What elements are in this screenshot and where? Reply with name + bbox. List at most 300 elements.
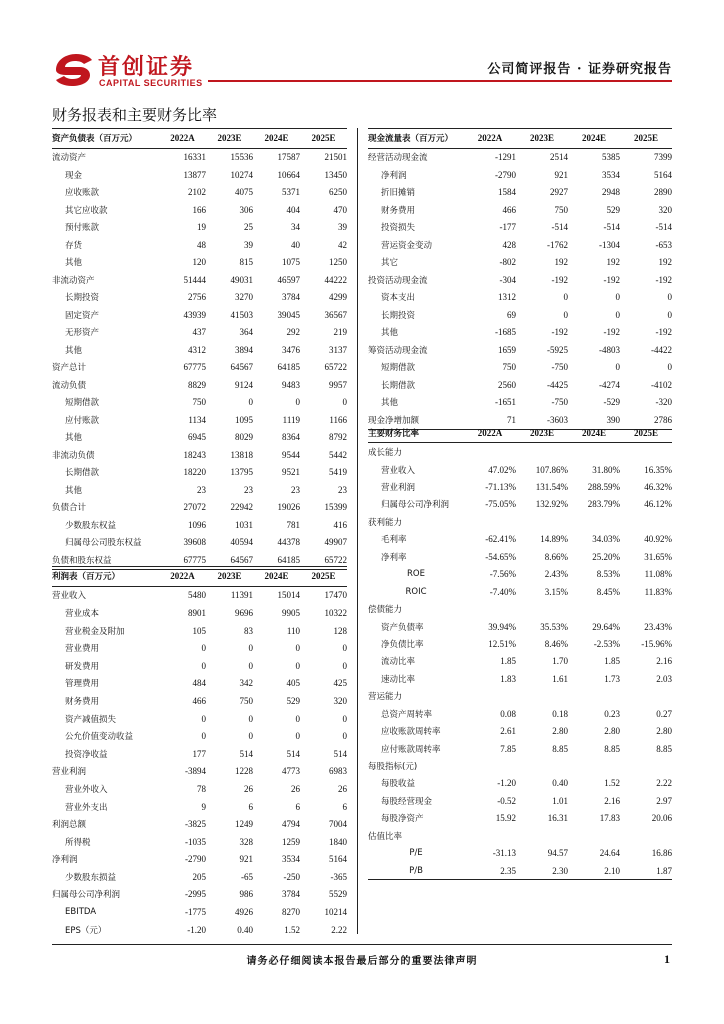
- cell-value: -304: [499, 274, 516, 285]
- cell-value: 428: [502, 239, 516, 250]
- cell-value: 5164: [654, 169, 672, 180]
- cell-value: 0: [248, 713, 253, 724]
- cell-value: 0.08: [500, 708, 516, 719]
- cell-value: 10322: [324, 607, 347, 618]
- table-row: [368, 862, 672, 880]
- cell-value: 26: [244, 783, 253, 794]
- cell-value: 47.02%: [488, 464, 516, 475]
- table-row: [52, 622, 347, 640]
- cell-value: 1.61: [552, 673, 568, 684]
- cell-value: 3476: [282, 344, 300, 355]
- cell-value: 514: [333, 748, 347, 759]
- cell-value: 120: [192, 257, 206, 268]
- cell-value: 40: [291, 239, 300, 250]
- cell-value: -529: [603, 397, 620, 408]
- cell-value: -802: [499, 257, 516, 268]
- cell-value: -1304: [599, 239, 620, 250]
- table-row: [52, 798, 347, 816]
- table-row: [368, 705, 672, 722]
- table-row: [52, 394, 347, 412]
- table-row: [368, 236, 672, 254]
- cell-value: -31.13: [492, 848, 516, 859]
- cell-value: 31.80%: [592, 464, 620, 475]
- cell-value: 39608: [183, 537, 206, 548]
- cell-value: -1291: [495, 152, 516, 163]
- cell-value: -1685: [495, 327, 516, 338]
- table-row: [368, 324, 672, 342]
- row-label: 非流动负债: [52, 450, 95, 461]
- income-statement-table: [52, 566, 347, 938]
- table-row: [52, 289, 347, 307]
- cell-value: 12.51%: [488, 638, 516, 649]
- year-header: 2023E: [217, 133, 242, 144]
- cell-value: 306: [239, 204, 253, 215]
- cell-value: 2560: [498, 379, 516, 390]
- cell-value: 48: [197, 239, 206, 250]
- cell-value: 0: [201, 713, 206, 724]
- cell-value: 1031: [235, 519, 253, 530]
- cell-value: 1584: [498, 187, 516, 198]
- table-row: [52, 675, 347, 693]
- cell-value: 6: [248, 801, 253, 812]
- cell-value: 94.57: [547, 848, 568, 859]
- table-row: [368, 289, 672, 307]
- year-header: 2024E: [581, 428, 606, 439]
- cell-value: 46597: [277, 274, 300, 285]
- cell-value: 1119: [282, 414, 300, 425]
- cell-value: 0: [201, 660, 206, 671]
- table-row: [52, 868, 347, 886]
- cell-value: 0: [295, 713, 300, 724]
- year-header: 2025E: [633, 428, 658, 439]
- cell-value: -1762: [547, 239, 568, 250]
- cell-value: -2790: [495, 169, 516, 180]
- cell-value: 283.79%: [587, 499, 620, 510]
- cell-value: -7.40%: [489, 586, 516, 597]
- year-header: 2025E: [311, 133, 336, 144]
- cell-value: 3270: [235, 292, 253, 303]
- cell-value: 8.85: [552, 743, 568, 754]
- brand-name-en: CAPITAL SECURITIES: [99, 78, 203, 88]
- cell-value: 64567: [230, 554, 253, 565]
- cell-value: 8.53%: [596, 569, 620, 580]
- row-label: 营运能力: [368, 692, 403, 703]
- row-label: EPS（元）: [65, 925, 107, 936]
- row-label: 长期借款: [381, 380, 416, 391]
- cell-value: 5164: [329, 854, 347, 865]
- row-label: 存货: [65, 240, 83, 251]
- cell-value: 1075: [282, 257, 300, 268]
- cell-value: -0.52: [497, 795, 516, 806]
- row-label: 每股经营现金: [381, 796, 433, 807]
- table-row: [52, 306, 347, 324]
- table-row: [52, 184, 347, 202]
- cell-value: 78: [197, 783, 206, 794]
- cell-value: 2.97: [656, 795, 672, 806]
- row-label: 总资产周转率: [381, 709, 433, 720]
- row-label: 短期借款: [381, 363, 416, 374]
- table-header-row: [368, 128, 672, 149]
- cell-value: 364: [239, 327, 253, 338]
- table-row: [52, 886, 347, 904]
- cell-value: 1.73: [604, 673, 620, 684]
- year-header: 2023E: [529, 133, 554, 144]
- table-row: [368, 166, 672, 184]
- table-row: [52, 499, 347, 517]
- cell-value: 9483: [282, 379, 300, 390]
- cell-value: 8364: [282, 432, 300, 443]
- row-label: 其它应收款: [65, 205, 108, 216]
- cell-value: 13450: [324, 169, 347, 180]
- row-label: 投资活动现金流: [368, 275, 428, 286]
- cell-value: 1.85: [500, 656, 516, 667]
- cell-value: 0: [295, 731, 300, 742]
- financial-ratios-table: [368, 424, 672, 880]
- cell-value: 9696: [235, 607, 253, 618]
- cell-value: 19026: [277, 502, 300, 513]
- cell-value: 1095: [235, 414, 253, 425]
- cell-value: 781: [286, 519, 300, 530]
- table-row: [368, 341, 672, 359]
- table-row: [52, 903, 347, 921]
- row-label: 投资净收益: [65, 749, 108, 760]
- cell-value: 4075: [235, 187, 253, 198]
- cell-value: -192: [551, 274, 568, 285]
- cell-value: 514: [286, 748, 300, 759]
- cell-value: 0: [248, 643, 253, 654]
- row-label: 应收账款周转率: [381, 727, 441, 738]
- row-label: 每股收益: [381, 779, 416, 790]
- row-label: 短期借款: [65, 398, 100, 409]
- table-row: [52, 604, 347, 622]
- cell-value: -750: [551, 397, 568, 408]
- table-row: [368, 149, 672, 167]
- cell-value: -3894: [185, 766, 206, 777]
- year-header: 2024E: [581, 133, 606, 144]
- year-header: 2022A: [477, 133, 503, 144]
- cell-value: 4794: [282, 819, 300, 830]
- cell-value: 3784: [282, 292, 300, 303]
- row-label: 营业收入: [381, 465, 416, 476]
- cell-value: 328: [239, 836, 253, 847]
- table-row: [52, 254, 347, 272]
- cell-value: 17470: [324, 590, 347, 601]
- cell-value: 10664: [277, 169, 300, 180]
- cell-value: 404: [286, 204, 300, 215]
- table-row: [52, 745, 347, 763]
- table-row: [52, 411, 347, 429]
- cell-value: 219: [333, 327, 347, 338]
- cell-value: 67775: [183, 362, 206, 373]
- cell-value: 1.83: [500, 673, 516, 684]
- cell-value: 20.06: [651, 813, 672, 824]
- row-label: 成长能力: [368, 448, 403, 459]
- cell-value: 2.10: [604, 865, 620, 876]
- cell-value: -514: [551, 222, 568, 233]
- year-header: 2025E: [311, 571, 336, 582]
- cell-value: 67775: [183, 554, 206, 565]
- table-row: [368, 810, 672, 827]
- table-row: [368, 271, 672, 289]
- row-label: 公允价值变动收益: [65, 732, 134, 743]
- column-divider: [357, 128, 358, 934]
- cell-value: 65722: [324, 362, 347, 373]
- cell-value: 8.66%: [544, 551, 568, 562]
- cell-value: 6: [342, 801, 347, 812]
- row-label: 营业成本: [65, 608, 100, 619]
- table-row: [368, 757, 672, 774]
- cell-value: 25.20%: [592, 551, 620, 562]
- cell-value: 342: [239, 678, 253, 689]
- cell-value: 25: [244, 222, 253, 233]
- cell-value: 0.40: [552, 778, 568, 789]
- cell-value: 23: [338, 484, 347, 495]
- cell-value: 466: [192, 695, 206, 706]
- table-row: [368, 443, 672, 460]
- cell-value: 8.85: [604, 743, 620, 754]
- cell-value: 3894: [235, 344, 253, 355]
- cell-value: 470: [333, 204, 347, 215]
- cell-value: 23: [244, 484, 253, 495]
- cell-value: 105: [192, 625, 206, 636]
- row-label: 营业利润: [381, 483, 416, 494]
- row-label: 财务费用: [65, 696, 100, 707]
- cell-value: 40594: [230, 537, 253, 548]
- cell-value: 1096: [188, 519, 206, 530]
- cell-value: 192: [554, 257, 568, 268]
- row-label: 预付账款: [65, 223, 100, 234]
- row-label: 财务费用: [381, 205, 416, 216]
- table-row: [368, 827, 672, 844]
- cell-value: 83: [244, 625, 253, 636]
- cell-value: 13877: [183, 169, 206, 180]
- cell-value: 39.94%: [488, 621, 516, 632]
- cell-value: 7399: [654, 152, 672, 163]
- cell-value: 0: [342, 660, 347, 671]
- cell-value: 1.70: [552, 656, 568, 667]
- row-label: 长期投资: [65, 293, 100, 304]
- cash-flow-table: [368, 128, 672, 430]
- table-row: [52, 780, 347, 798]
- cell-value: 132.92%: [535, 499, 568, 510]
- table-row: [368, 722, 672, 739]
- cell-value: 65722: [324, 554, 347, 565]
- cell-value: -2790: [185, 854, 206, 865]
- cell-value: 36567: [324, 309, 347, 320]
- cell-value: 29.64%: [592, 621, 620, 632]
- table-row: [368, 583, 672, 600]
- cell-value: 107.86%: [535, 464, 568, 475]
- row-label: 净利率: [381, 552, 407, 563]
- row-label: 负债和股东权益: [52, 555, 112, 566]
- table-row: [52, 657, 347, 675]
- cell-value: 416: [333, 519, 347, 530]
- row-label: 无形资产: [65, 328, 100, 339]
- cell-value: 15.92: [495, 813, 516, 824]
- table-title: 资产负债表（百万元）: [52, 134, 138, 145]
- cell-value: -5925: [547, 344, 568, 355]
- cell-value: -250: [283, 871, 300, 882]
- cell-value: 51444: [183, 274, 206, 285]
- cell-value: 35.53%: [540, 621, 568, 632]
- table-row: [368, 775, 672, 792]
- cell-value: 2.30: [552, 865, 568, 876]
- cell-value: 0: [201, 731, 206, 742]
- cell-value: 4299: [329, 292, 347, 303]
- cell-value: -3603: [547, 414, 568, 425]
- row-label: EBITDA: [65, 907, 97, 918]
- cell-value: 0: [667, 309, 672, 320]
- cell-value: 49907: [324, 537, 347, 548]
- table-row: [368, 600, 672, 617]
- row-label: 其它: [381, 258, 399, 269]
- row-label: 资产减值损失: [65, 714, 117, 725]
- row-label: 应付账款周转率: [381, 744, 441, 755]
- row-label: 负债合计: [52, 503, 87, 514]
- cell-value: 7.85: [500, 743, 516, 754]
- table-row: [52, 219, 347, 237]
- cell-value: 0: [295, 643, 300, 654]
- cell-value: 8829: [188, 379, 206, 390]
- row-label: 营业费用: [65, 644, 100, 655]
- cell-value: 8270: [282, 907, 300, 918]
- cell-value: 815: [239, 257, 253, 268]
- row-label: 获利能力: [368, 517, 403, 528]
- balance-sheet-table: [52, 128, 347, 570]
- cell-value: 1.85: [604, 656, 620, 667]
- cell-value: 13795: [230, 467, 253, 478]
- table-row: [52, 166, 347, 184]
- cell-value: 13818: [230, 449, 253, 460]
- cell-value: -192: [603, 274, 620, 285]
- cell-value: 6945: [188, 432, 206, 443]
- table-row: [52, 727, 347, 745]
- cell-value: 2.22: [331, 924, 347, 935]
- row-label: 营业外支出: [65, 802, 108, 813]
- cell-value: 177: [192, 748, 206, 759]
- table-row: [368, 478, 672, 495]
- table-row: [52, 516, 347, 534]
- row-label: 流动负债: [52, 380, 87, 391]
- cell-value: 2948: [602, 187, 620, 198]
- cell-value: 31.65%: [644, 551, 672, 562]
- cell-value: 11.83%: [644, 586, 672, 597]
- cell-value: 4773: [282, 766, 300, 777]
- cell-value: 110: [286, 625, 300, 636]
- cell-value: 1166: [329, 414, 347, 425]
- brand-name-cn: 首创证券: [98, 55, 195, 80]
- row-label: 营业外收入: [65, 784, 108, 795]
- cell-value: 750: [554, 204, 568, 215]
- row-label: 利润总额: [52, 820, 87, 831]
- row-label: ROIC: [405, 586, 427, 597]
- cell-value: 26: [291, 783, 300, 794]
- cell-value: 15536: [230, 152, 253, 163]
- cell-value: 46.12%: [644, 499, 672, 510]
- table-row: [52, 692, 347, 710]
- cell-value: -192: [551, 327, 568, 338]
- cell-value: 4312: [188, 344, 206, 355]
- cell-value: 0.18: [552, 708, 568, 719]
- cell-value: 986: [239, 889, 253, 900]
- cell-value: -177: [499, 222, 516, 233]
- cell-value: -71.13%: [485, 482, 516, 493]
- table-row: [52, 236, 347, 254]
- cell-value: 23: [291, 484, 300, 495]
- cell-value: 437: [192, 327, 206, 338]
- year-header: 2023E: [217, 571, 242, 582]
- cell-value: 1250: [329, 257, 347, 268]
- table-row: [368, 688, 672, 705]
- cell-value: 750: [192, 397, 206, 408]
- cell-value: 2.80: [656, 726, 672, 737]
- row-label: 管理费用: [65, 679, 100, 690]
- row-label: 其他: [381, 328, 399, 339]
- cell-value: 0: [295, 397, 300, 408]
- cell-value: 2.80: [604, 726, 620, 737]
- cell-value: 18220: [183, 467, 206, 478]
- cell-value: 0: [667, 362, 672, 373]
- row-label: 长期投资: [381, 310, 416, 321]
- cell-value: 22942: [230, 502, 253, 513]
- cell-value: 64185: [277, 362, 300, 373]
- cell-value: 39045: [277, 309, 300, 320]
- row-label: 非流动资产: [52, 275, 95, 286]
- cell-value: 2927: [550, 187, 568, 198]
- table-header-row: [52, 128, 347, 149]
- row-label: 归属母公司净利润: [381, 500, 450, 511]
- cell-value: 131.54%: [535, 482, 568, 493]
- cell-value: 2.43%: [544, 569, 568, 580]
- cell-value: 192: [658, 257, 672, 268]
- year-header: 2024E: [264, 571, 289, 582]
- table-row: [52, 376, 347, 394]
- cell-value: 14.89%: [540, 534, 568, 545]
- capital-securities-logo-icon: [52, 52, 96, 88]
- cell-value: 0: [615, 309, 620, 320]
- row-label: P/E: [409, 848, 423, 859]
- row-label: 速动比率: [381, 674, 416, 685]
- cell-value: -75.05%: [485, 499, 516, 510]
- table-row: [52, 833, 347, 851]
- cell-value: 1312: [498, 292, 516, 303]
- row-label: 资本支出: [381, 293, 416, 304]
- table-row: [368, 254, 672, 272]
- cell-value: 27072: [183, 502, 206, 513]
- table-row: [52, 481, 347, 499]
- cell-value: 7004: [329, 819, 347, 830]
- row-label: 流动比率: [381, 657, 416, 668]
- cell-value: 9905: [282, 607, 300, 618]
- cell-value: 11.08%: [644, 569, 672, 580]
- cell-value: -1035: [185, 836, 206, 847]
- row-label: 毛利率: [381, 535, 407, 546]
- cell-value: 1659: [498, 344, 516, 355]
- table-row: [368, 201, 672, 219]
- table-row: [52, 341, 347, 359]
- cell-value: -653: [655, 239, 672, 250]
- report-type-label: 公司简评报告 · 证券研究报告: [487, 62, 672, 77]
- cell-value: 34.03%: [592, 534, 620, 545]
- cell-value: 0: [563, 292, 568, 303]
- cell-value: 750: [502, 362, 516, 373]
- cell-value: 292: [286, 327, 300, 338]
- row-label: 净利润: [52, 855, 78, 866]
- table-title: 利润表（百万元）: [52, 572, 121, 583]
- table-row: [368, 740, 672, 757]
- cell-value: -4803: [599, 344, 620, 355]
- table-row: [368, 184, 672, 202]
